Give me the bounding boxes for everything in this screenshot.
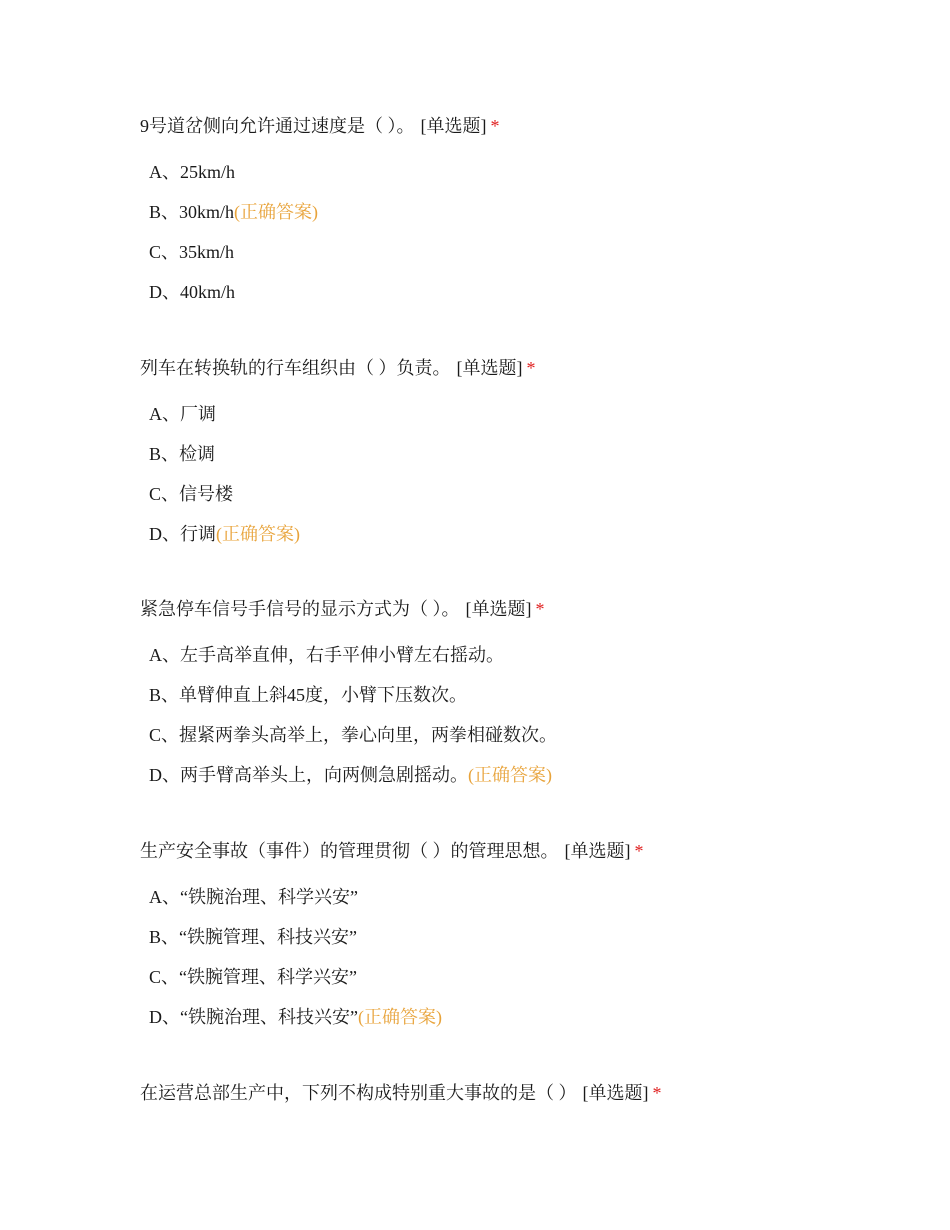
option-label: D、两手臂高举头上，向两侧急剧摇动。 <box>149 765 468 785</box>
option-d[interactable] <box>149 1005 900 1029</box>
option-list <box>140 402 900 546</box>
option-label: B、“铁腕管理、科技兴安” <box>149 927 357 947</box>
question-text: 列车在转换轨的行车组织由（ ）负责。 <box>140 358 451 378</box>
option-c[interactable] <box>149 482 900 506</box>
question-type: [单选题] <box>465 599 532 619</box>
option-label: C、“铁腕管理、科学兴安” <box>149 967 357 987</box>
option-list <box>140 643 900 787</box>
required-mark: * <box>634 841 644 861</box>
option-label: C、握紧两拳头高举上，拳心向里，两拳相碰数次。 <box>149 725 558 745</box>
question-text: 9号道岔侧向允许通过速度是（ ）。 <box>140 116 415 136</box>
question-1 <box>140 114 900 304</box>
option-list <box>140 160 900 304</box>
question-3 <box>140 597 900 787</box>
option-b[interactable] <box>149 925 900 949</box>
correct-answer-tag: (正确答案) <box>234 202 319 222</box>
question-title <box>140 839 900 863</box>
question-text: 在运营总部生产中，下列不构成特别重大事故的是（ ） <box>140 1083 577 1103</box>
option-d[interactable] <box>149 280 900 304</box>
option-d[interactable] <box>149 522 900 546</box>
option-d[interactable] <box>149 763 900 787</box>
correct-answer-tag: (正确答案) <box>216 524 300 544</box>
option-a[interactable] <box>149 160 900 184</box>
option-label: D、“铁腕治理、科技兴安” <box>149 1007 358 1027</box>
option-c[interactable] <box>149 723 900 747</box>
question-type: [单选题] <box>420 116 487 136</box>
option-label: D、40km/h <box>149 282 236 302</box>
correct-answer-tag: (正确答案) <box>468 765 552 785</box>
option-label: B、30km/h <box>149 202 235 222</box>
question-title <box>140 356 900 380</box>
question-type: [单选题] <box>456 358 523 378</box>
option-label: A、厂调 <box>149 404 216 424</box>
required-mark: * <box>652 1083 662 1103</box>
option-label: A、左手高举直伸，右手平伸小臂左右摇动。 <box>149 645 504 665</box>
option-label: B、单臂伸直上斜45度，小臂下压数次。 <box>149 685 468 705</box>
option-b[interactable] <box>149 200 900 224</box>
option-label: B、检调 <box>149 444 216 464</box>
required-mark: * <box>526 358 536 378</box>
required-mark: * <box>490 116 500 136</box>
question-title <box>140 597 900 621</box>
option-b[interactable] <box>149 683 900 707</box>
question-type: [单选题] <box>564 841 631 861</box>
option-c[interactable] <box>149 240 900 264</box>
option-list <box>140 885 900 1029</box>
question-type: [单选题] <box>582 1083 649 1103</box>
question-4 <box>140 839 900 1029</box>
option-c[interactable] <box>149 965 900 989</box>
option-b[interactable] <box>149 442 900 466</box>
option-label: A、“铁腕治理、科学兴安” <box>149 887 358 907</box>
option-a[interactable] <box>149 402 900 426</box>
question-5 <box>140 1081 900 1105</box>
option-a[interactable] <box>149 643 900 667</box>
option-label: A、25km/h <box>149 162 236 182</box>
question-title <box>140 1081 900 1105</box>
option-label: D、行调 <box>149 524 216 544</box>
option-label: C、35km/h <box>149 242 235 262</box>
question-text: 生产安全事故（事件）的管理贯彻（ ）的管理思想。 <box>140 841 559 861</box>
option-a[interactable] <box>149 885 900 909</box>
question-2 <box>140 356 900 546</box>
correct-answer-tag: (正确答案) <box>357 1007 442 1027</box>
question-text: 紧急停车信号手信号的显示方式为（ ）。 <box>140 599 460 619</box>
required-mark: * <box>535 599 545 619</box>
option-label: C、信号楼 <box>149 484 234 504</box>
question-title <box>140 114 900 138</box>
